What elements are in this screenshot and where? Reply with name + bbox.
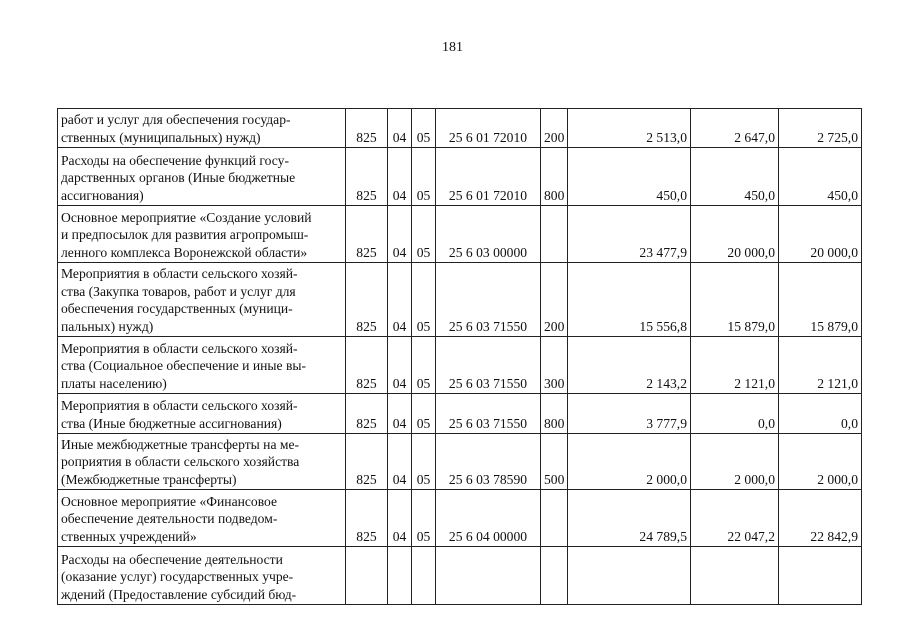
cell-value-1: 24 789,5: [568, 490, 691, 547]
cell-vr: 800: [541, 148, 568, 206]
cell-gr: 825: [346, 263, 388, 337]
table-row: [58, 434, 862, 490]
cell-value-3: 20 000,0: [779, 206, 862, 263]
cell-value-1: 3 777,9: [568, 394, 691, 434]
cell-value-2: 0,0: [691, 394, 779, 434]
cell-rz: 04: [388, 109, 412, 148]
cell-value-1: 2 143,2: [568, 337, 691, 394]
cell-vr: 300: [541, 337, 568, 394]
cell-gr: 825: [346, 148, 388, 206]
cell-gr: 825: [346, 337, 388, 394]
row-description: Мероприятия в области сельского хозяй- ства (Иные бюджетные ассигнования): [58, 394, 346, 434]
cell-gr: 825: [346, 109, 388, 148]
table-row: [58, 148, 862, 206]
table-row: [58, 263, 862, 337]
cell-rz: 04: [388, 148, 412, 206]
cell-value-1: 23 477,9: [568, 206, 691, 263]
cell-rz: 04: [388, 206, 412, 263]
cell-gr: [346, 547, 388, 605]
cell-vr: 800: [541, 394, 568, 434]
cell-rz: 04: [388, 394, 412, 434]
cell-gr: 825: [346, 394, 388, 434]
cell-pr: [412, 547, 436, 605]
cell-value-1: 2 513,0: [568, 109, 691, 148]
cell-gr: 825: [346, 434, 388, 490]
cell-csr: 25 6 03 71550: [436, 394, 541, 434]
cell-value-1: 450,0: [568, 148, 691, 206]
row-description: Расходы на обеспечение функций госу- дарственных органов (Иные бюджетные ассигнования): [58, 148, 346, 206]
cell-rz: 04: [388, 434, 412, 490]
table-row: [58, 490, 862, 547]
row-description: Основное мероприятие «Финансовое обеспечение деятельности подведом- ственных учреждений»: [58, 490, 346, 547]
cell-value-3: 15 879,0: [779, 263, 862, 337]
cell-value-2: [691, 547, 779, 605]
table-row: [58, 394, 862, 434]
cell-csr: 25 6 01 72010: [436, 148, 541, 206]
cell-value-2: 2 000,0: [691, 434, 779, 490]
row-description: работ и услуг для обеспечения государ- ственных (муниципальных) нужд): [58, 109, 346, 148]
budget-table: [57, 108, 862, 605]
row-description: Мероприятия в области сельского хозяй- ства (Социальное обеспечение и иные вы- платы населению): [58, 337, 346, 394]
cell-value-3: 450,0: [779, 148, 862, 206]
cell-pr: 05: [412, 337, 436, 394]
cell-vr: 200: [541, 263, 568, 337]
cell-rz: 04: [388, 337, 412, 394]
cell-value-1: 2 000,0: [568, 434, 691, 490]
row-description: Расходы на обеспечение деятельности (оказание услуг) государственных учре- ждений (Предоставление субсидий бюд-: [58, 547, 346, 605]
table-row: [58, 109, 862, 148]
cell-value-3: 0,0: [779, 394, 862, 434]
table-body: [58, 109, 862, 605]
cell-csr: 25 6 01 72010: [436, 109, 541, 148]
cell-csr: 25 6 03 78590: [436, 434, 541, 490]
cell-vr: 500: [541, 434, 568, 490]
table-row: [58, 547, 862, 605]
cell-value-3: [779, 547, 862, 605]
table-row: [58, 337, 862, 394]
cell-csr: [436, 547, 541, 605]
cell-csr: 25 6 04 00000: [436, 490, 541, 547]
cell-gr: 825: [346, 490, 388, 547]
cell-value-2: 450,0: [691, 148, 779, 206]
cell-rz: 04: [388, 490, 412, 547]
cell-value-3: 2 000,0: [779, 434, 862, 490]
cell-pr: 05: [412, 109, 436, 148]
cell-vr: [541, 490, 568, 547]
cell-rz: 04: [388, 263, 412, 337]
cell-value-2: 2 121,0: [691, 337, 779, 394]
cell-rz: [388, 547, 412, 605]
cell-value-2: 15 879,0: [691, 263, 779, 337]
cell-csr: 25 6 03 71550: [436, 263, 541, 337]
cell-gr: 825: [346, 206, 388, 263]
page-number: 181: [442, 40, 463, 55]
cell-pr: 05: [412, 263, 436, 337]
cell-pr: 05: [412, 434, 436, 490]
cell-value-1: [568, 547, 691, 605]
cell-value-2: 2 647,0: [691, 109, 779, 148]
cell-value-2: 20 000,0: [691, 206, 779, 263]
cell-csr: 25 6 03 00000: [436, 206, 541, 263]
table-row: [58, 206, 862, 263]
cell-vr: 200: [541, 109, 568, 148]
row-description: Иные межбюджетные трансферты на ме- роприятия в области сельского хозяйства (Межбюджетные трансферты): [58, 434, 346, 490]
cell-pr: 05: [412, 394, 436, 434]
cell-value-3: 22 842,9: [779, 490, 862, 547]
cell-value-2: 22 047,2: [691, 490, 779, 547]
cell-vr: [541, 206, 568, 263]
cell-pr: 05: [412, 206, 436, 263]
cell-pr: 05: [412, 490, 436, 547]
row-description: Мероприятия в области сельского хозяй- ства (Закупка товаров, работ и услуг для обеспечения государственных (муници- пальных) нужд): [58, 263, 346, 337]
cell-csr: 25 6 03 71550: [436, 337, 541, 394]
cell-pr: 05: [412, 148, 436, 206]
cell-vr: [541, 547, 568, 605]
cell-value-3: 2 725,0: [779, 109, 862, 148]
cell-value-3: 2 121,0: [779, 337, 862, 394]
cell-value-1: 15 556,8: [568, 263, 691, 337]
row-description: Основное мероприятие «Создание условий и предпосылок для развития агропромыш- ленного комплекса Воронежской области»: [58, 206, 346, 263]
